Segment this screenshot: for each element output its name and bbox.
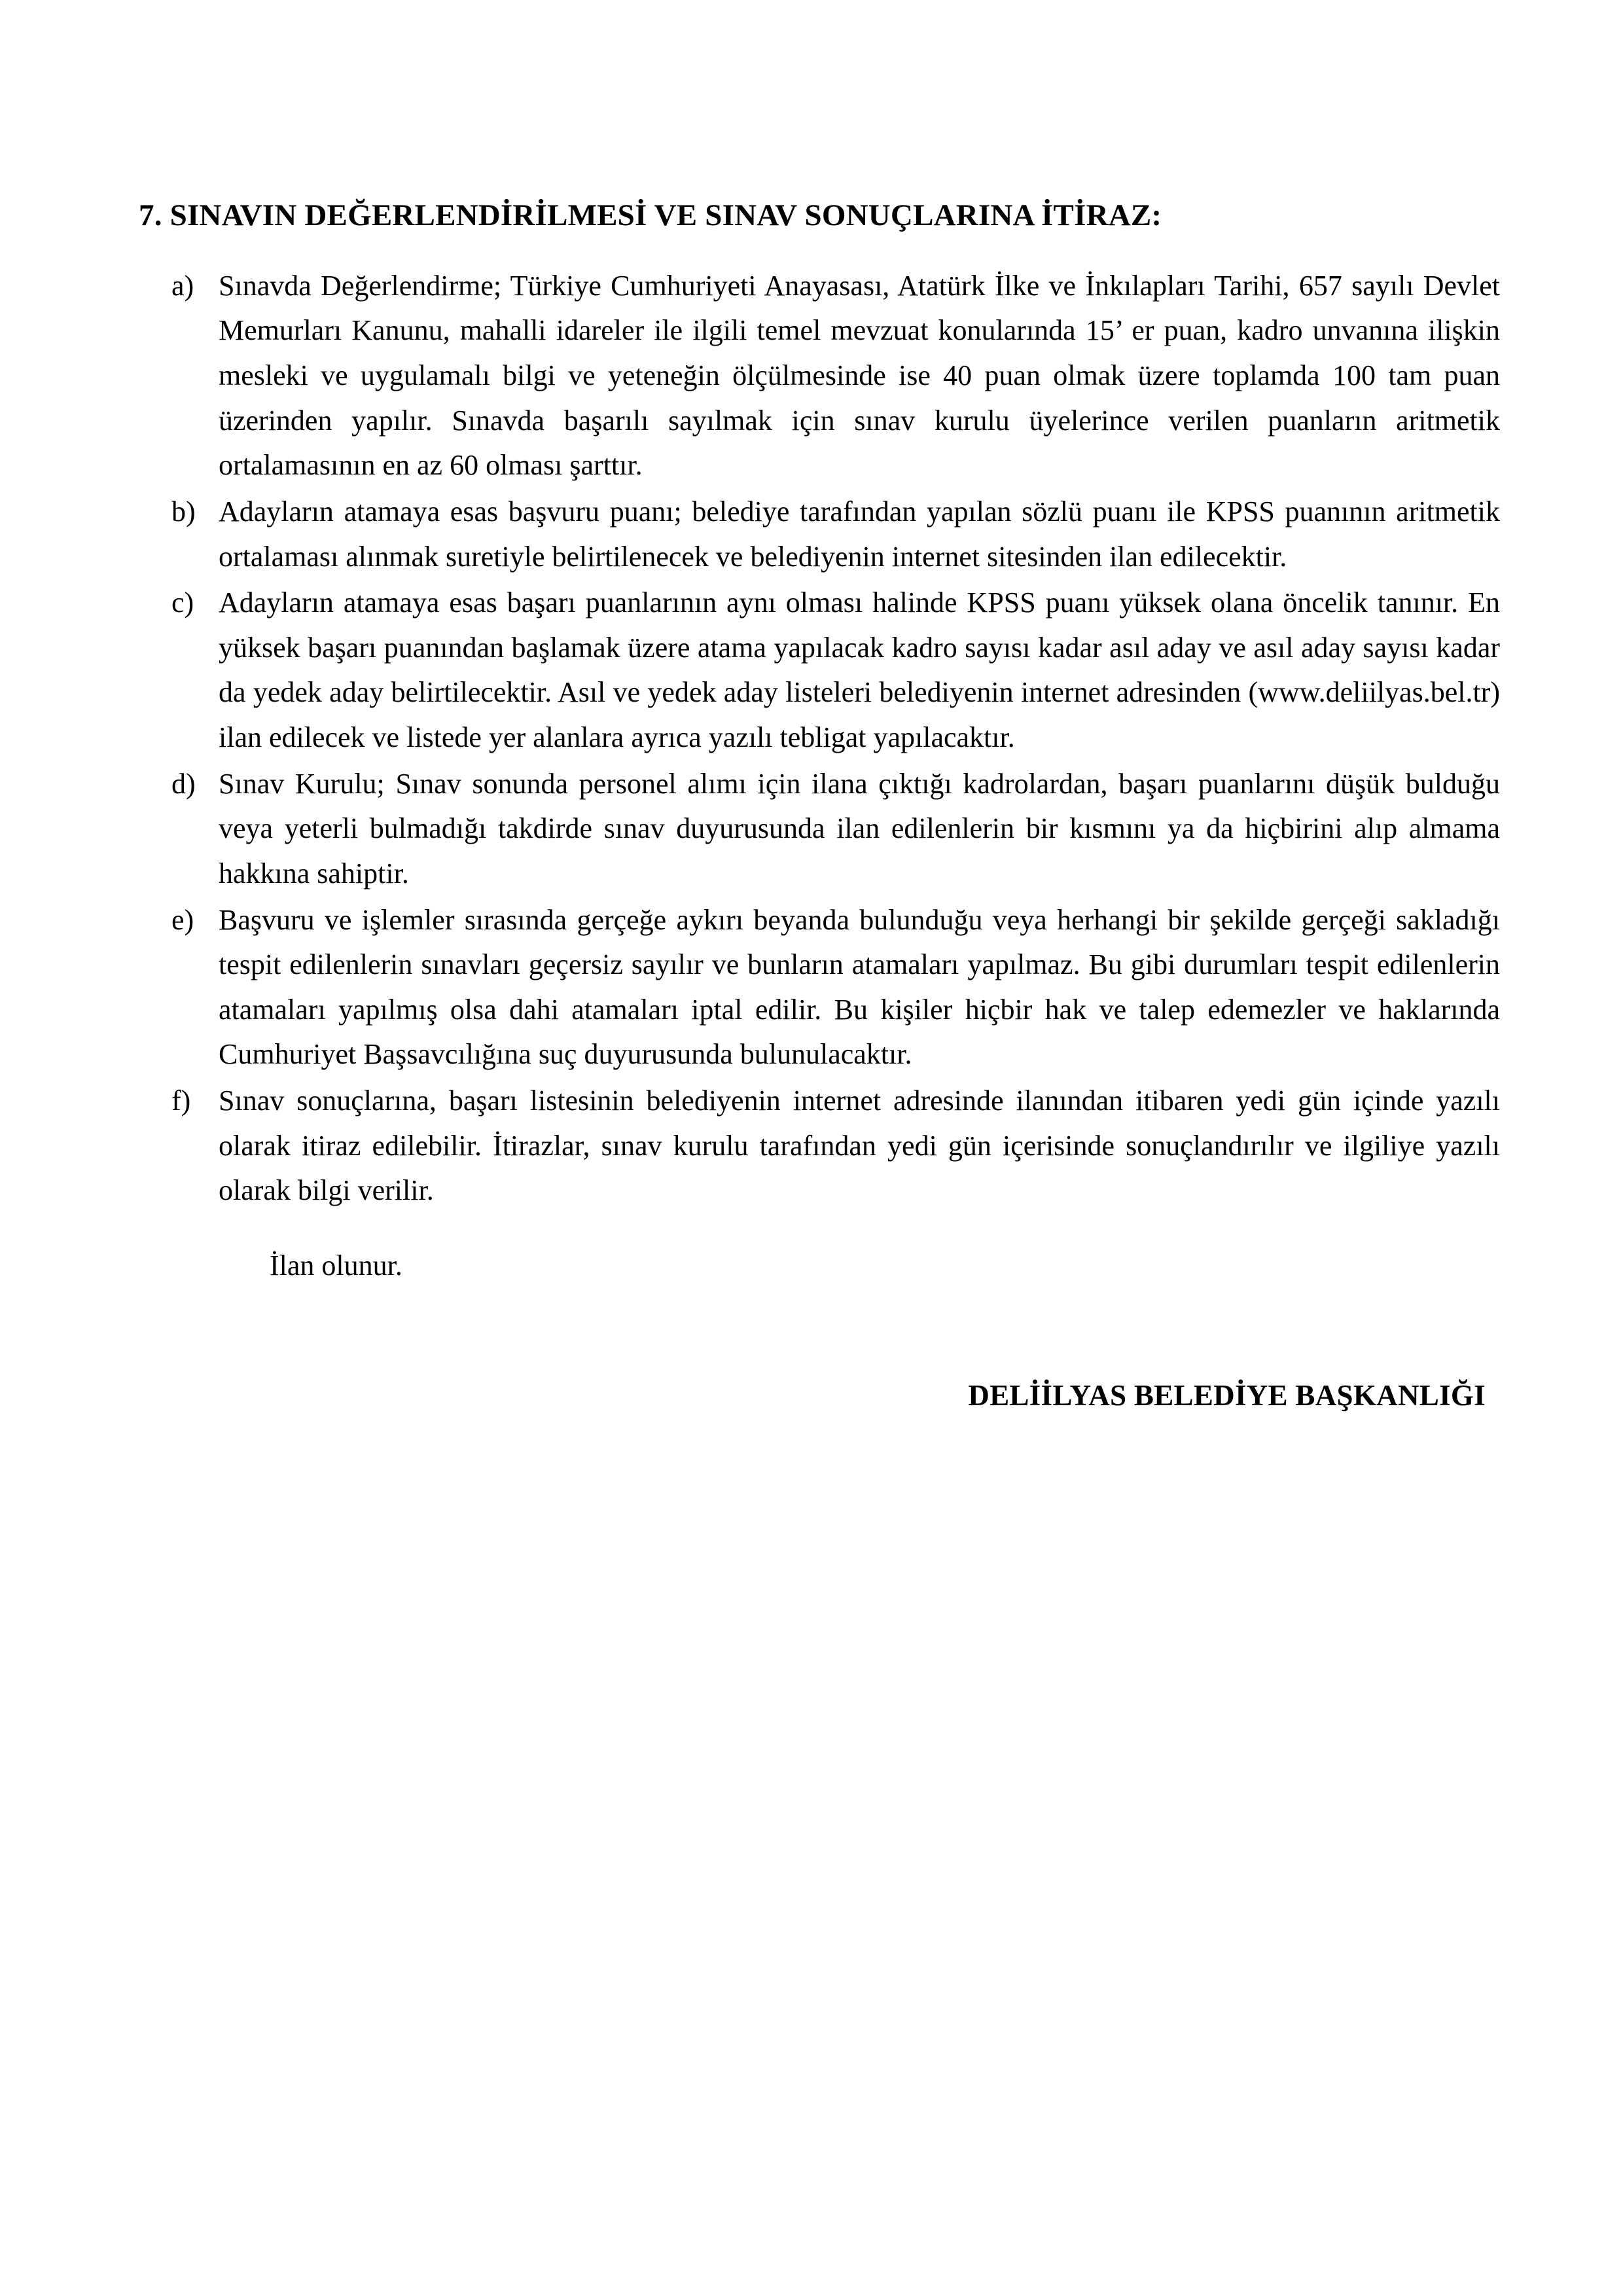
clause-text-b: Adayların atamaya esas başvuru puanı; belediye tarafından yapılan sözlü puanı ile KPSS puanının aritmetik ortalaması alınmak suretiyle belirtilenecek ve belediyenin internet sitesinden ilan edilecektir. [219,495,1500,573]
clause-item-e [122,898,1501,1078]
clause-marker-d: d) [171,767,196,800]
clause-marker-a: a) [171,269,194,302]
clause-text-d: Sınav Kurulu; Sınav sonunda personel alımı için ilana çıktığı kadrolardan, başarı puanlarını düşük bulduğu veya yeterli bulmadığı takdirde sınav duyurusunda ilan edilenlerin bir kısmını ya da hiçbirini alıp almama hakkına sahiptir. [219,767,1500,889]
clause-marker-b: b) [171,495,196,528]
clause-marker-c: c) [171,586,194,619]
clause-marker-f: f) [171,1085,191,1117]
clause-item-d [122,762,1501,897]
clause-item-f [122,1079,1501,1213]
clause-item-b [122,490,1501,579]
clause-item-c [122,581,1501,761]
clause-text-c: Adayların atamaya esas başarı puanlarının aynı olması halinde KPSS puanı yüksek olana öncelik tanınır. En yüksek başarı puanından başlamak üzere atama yapılacak kadro sayısı kadar asıl aday ve asıl aday sayısı kadar da yedek aday belirtilecektir. Asıl ve yedek aday listeleri belediyenin internet adresinden (www.deliilyas.bel.tr) ilan edilecek ve listede yer alanlara ayrıca yazılı tebligat yapılacaktır. [219,586,1500,753]
clause-text-a: Sınavda Değerlendirme; Türkiye Cumhuriyeti Anayasası, Atatürk İlke ve İnkılapları Tarihi, 657 sayılı Devlet Memurları Kanunu, mahalli idareler ile ilgili temel mevzuat konularında 15’ er puan, kadro unvanına ilişkin mesleki ve uygulamalı bilgi ve yeteneğin ölçülmesinde ise 40 puan olmak üzere toplamda 100 tam puan üzerinden yapılır. Sınavda başarılı sayılmak için sınav kurulu üyelerince verilen puanların aritmetik ortalamasının en az 60 olması şarttır. [219,269,1500,482]
signature-block [122,1375,1501,1416]
clause-text-f: Sınav sonuçlarına, başarı listesinin belediyenin internet adresinde ilanından itibaren yedi gün içinde yazılı olarak itiraz edilebilir. İtirazlar, sınav kurulu tarafından yedi gün içerisinde sonuçlandırılır ve ilgiliye yazılı olarak bilgi verilir. [219,1085,1500,1207]
closing-note: İlan olunur. [270,1249,402,1282]
page-title: 7. SINAVIN DEĞERLENDİRİLMESİ VE SINAV SONUÇLARINA İTİRAZ: [139,198,1162,232]
clause-item-a [122,264,1501,488]
clause-list [122,264,1501,1213]
signature-authority: DELİİLYAS BELEDİYE BAŞKANLIĞI [968,1378,1486,1412]
clause-text-e: Başvuru ve işlemler sırasında gerçeğe aykırı beyanda bulunduğu veya herhangi bir şekilde gerçeği sakladığı tespit edilenlerin sınavları geçersiz sayılır ve bunların atamaları yapılmaz. Bu gibi durumları tespit edilenlerin atamaları yapılmış olsa dahi atamaları iptal edilir. Bu kişiler hiçbir hak ve talep edemezler ve haklarında Cumhuriyet Başsavcılığına suç duyurusunda bulunulacaktır. [219,903,1500,1071]
clause-marker-e: e) [171,903,194,936]
